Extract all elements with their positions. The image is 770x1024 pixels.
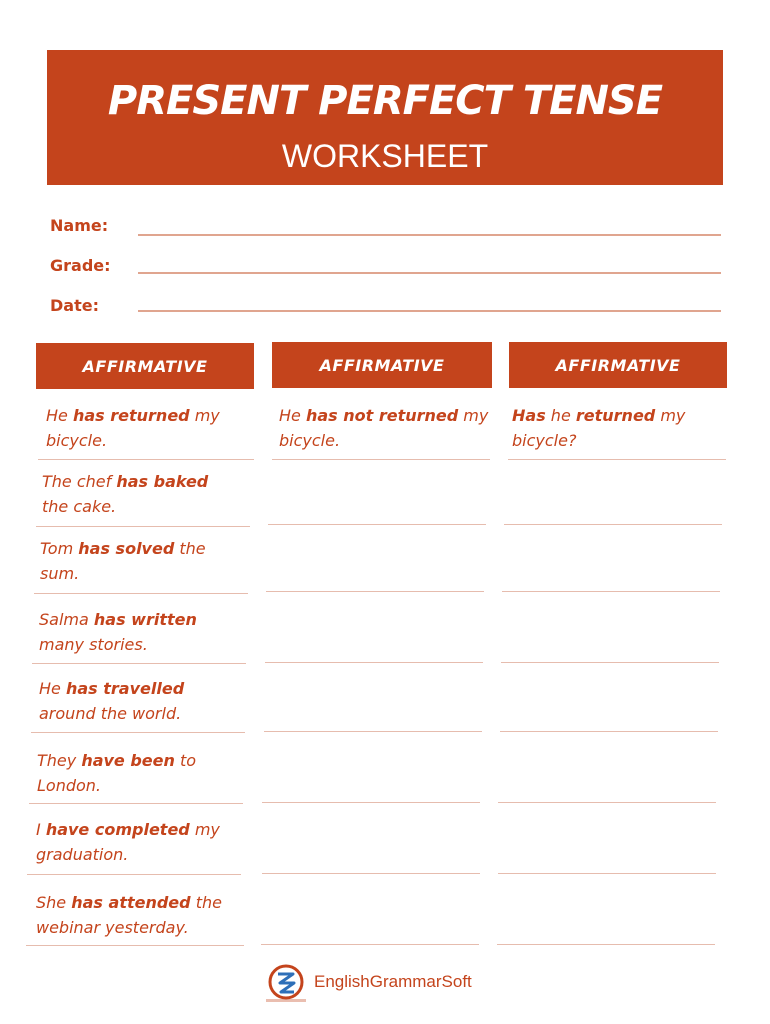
grade-label: Grade: (50, 256, 111, 275)
row-divider (32, 663, 246, 664)
sentence-line-1 (39, 676, 251, 701)
sentence-text: my bicycle. (46, 406, 220, 450)
answer-line-negative-1[interactable] (268, 524, 486, 525)
sentence-5 (37, 748, 249, 798)
sentence-text: London. (37, 776, 102, 795)
brand-logo[interactable] (264, 962, 514, 1008)
row-divider (31, 732, 245, 733)
answer-line-negative-2[interactable] (266, 591, 484, 592)
sentence-line-2 (37, 773, 249, 798)
verb-phrase: have been (81, 751, 175, 770)
column-header-negative: AFFIRMATIVE (272, 342, 492, 388)
sentence-text: He (46, 406, 73, 425)
verb-phrase: have completed (45, 820, 190, 839)
sentence-text: I (36, 820, 46, 839)
verb-phrase: returned (575, 406, 656, 425)
name-label: Name: (50, 216, 109, 235)
answer-line-negative-6[interactable] (262, 873, 480, 874)
name-field[interactable] (138, 234, 721, 236)
sentence-text: Tom (40, 539, 79, 558)
grade-field[interactable] (138, 272, 721, 274)
sentence-line-2 (39, 701, 251, 726)
sentence-text: They (37, 751, 82, 770)
sentence-line-1 (39, 607, 251, 632)
column-header-question: AFFIRMATIVE (509, 342, 727, 388)
sentence-text: graduation. (36, 845, 129, 864)
sentence-text: many stories. (39, 635, 148, 654)
sentence-text: She (36, 893, 72, 912)
sentence-line-2 (42, 494, 254, 519)
row-divider (27, 874, 241, 875)
answer-line-negative-7[interactable] (261, 944, 479, 945)
sentence-text: the (190, 893, 222, 912)
answer-line-question-2[interactable] (502, 591, 720, 592)
sentence-text: webinar yesterday. (36, 918, 189, 937)
row-divider (272, 459, 490, 460)
answer-line-question-5[interactable] (498, 802, 716, 803)
column-header-affirmative: AFFIRMATIVE (36, 343, 254, 389)
sentence-7 (36, 890, 252, 940)
title-banner (47, 50, 723, 185)
verb-phrase: has baked (116, 472, 209, 491)
verb-phrase: has solved (78, 539, 175, 558)
english-grammar-soft-logo-icon (264, 962, 308, 1006)
answer-line-question-7[interactable] (497, 944, 715, 945)
answer-line-negative-5[interactable] (262, 802, 480, 803)
sentence-line-1 (42, 469, 254, 494)
sentence-text: my bicycle? (512, 406, 686, 450)
brand-name: EnglishGrammarSoft (314, 972, 472, 991)
page-title: PRESENT PERFECT TENSE (107, 78, 663, 124)
answer-line-question-1[interactable] (504, 524, 722, 525)
answer-line-question-6[interactable] (498, 873, 716, 874)
sentence-line-2 (39, 632, 251, 657)
row-divider (26, 945, 244, 946)
sentence-text: Salma (39, 610, 94, 629)
sentence-4 (39, 676, 251, 726)
verb-phrase: has not returned (305, 406, 459, 425)
sentence-text: to (174, 751, 197, 770)
answer-line-question-3[interactable] (501, 662, 719, 663)
sentence-6 (36, 817, 248, 867)
date-field[interactable] (138, 310, 721, 312)
sentence-text: around the world. (39, 704, 182, 723)
sentence-2 (40, 536, 252, 586)
sentence-text: the cake. (42, 497, 117, 516)
sentence-text: sum. (40, 564, 80, 583)
example-affirmative (46, 403, 252, 453)
sentence-line-2 (40, 561, 252, 586)
answer-line-negative-4[interactable] (264, 731, 482, 732)
row-divider (34, 593, 248, 594)
sentence-text: The chef (42, 472, 117, 491)
verb-phrase: has travelled (65, 679, 185, 698)
answer-line-negative-3[interactable] (265, 662, 483, 663)
sentence-line-2 (36, 842, 248, 867)
sentence-line-1 (37, 748, 249, 773)
row-divider (38, 459, 254, 460)
example-question (512, 403, 722, 453)
sentence-1 (42, 469, 254, 519)
row-divider (36, 526, 250, 527)
page-subtitle: WORKSHEET (281, 138, 489, 174)
sentence-text: my bicycle. (279, 406, 489, 450)
row-divider (29, 803, 243, 804)
sentence-3 (39, 607, 251, 657)
date-label: Date: (50, 296, 99, 315)
sentence-line-1 (40, 536, 252, 561)
verb-phrase: has returned (72, 406, 190, 425)
sentence-line-1 (36, 817, 248, 842)
answer-line-question-4[interactable] (500, 731, 718, 732)
example-negative (279, 403, 489, 453)
sentence-text: my (189, 820, 220, 839)
sentence-text: He (279, 406, 306, 425)
sentence-line-2 (36, 915, 252, 940)
sentence-line-1 (36, 890, 252, 915)
sentence-text: the (174, 539, 206, 558)
sentence-text: He (39, 679, 66, 698)
row-divider (508, 459, 726, 460)
verb-phrase: has attended (71, 893, 191, 912)
sentence-text: he (545, 406, 576, 425)
verb-phrase: Has (512, 406, 546, 425)
verb-phrase: has written (93, 610, 197, 629)
